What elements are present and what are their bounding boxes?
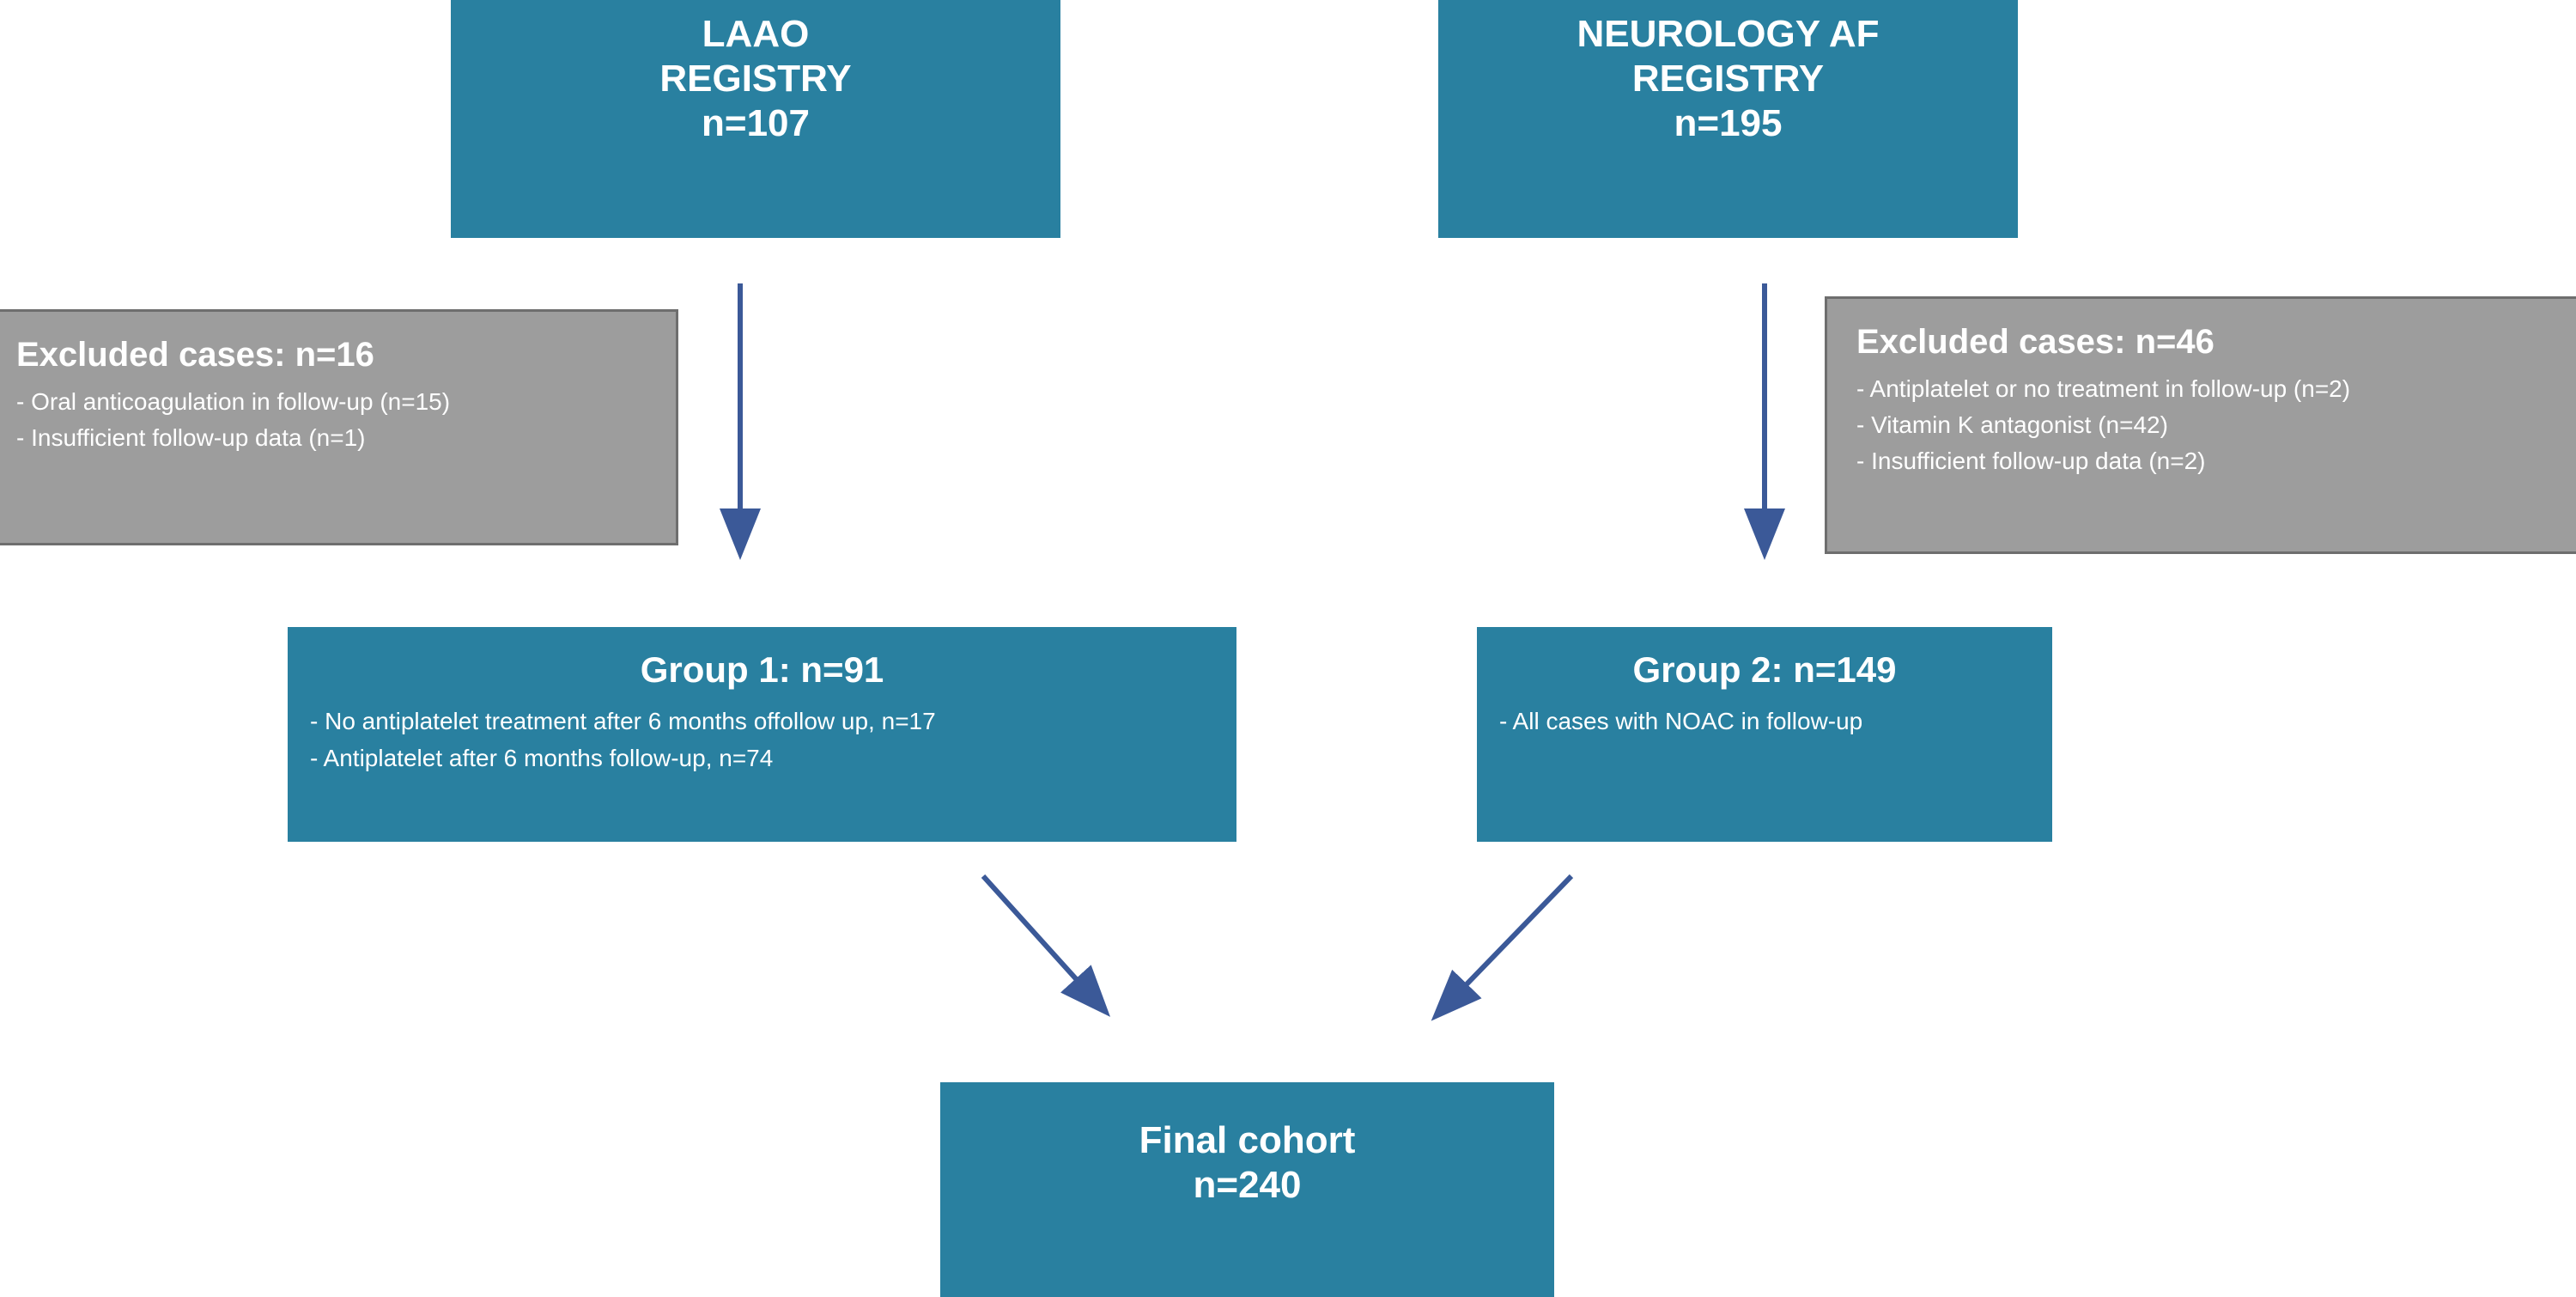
node-excluded-cases-right [1825,296,2576,554]
group-1-item-1: - No antiplatelet treatment after 6 months offollow up, n=17 [310,708,936,734]
final-cohort-label: Final cohort [1139,1119,1356,1161]
arrow-group2-to-final [1438,876,1571,1014]
excluded-right-item-2: - Vitamin K antagonist (n=42) [1856,411,2168,438]
excluded-right-title: Excluded cases: n=46 [1856,323,2215,361]
node-laao-registry [451,0,1060,238]
node-excluded-cases-left [0,309,678,545]
node-group-2 [1477,627,2052,842]
group-1-title: Group 1: n=91 [640,649,884,690]
excluded-left-item-2: - Insufficient follow-up data (n=1) [16,424,366,451]
arrow-group1-to-final [983,876,1103,1009]
group-2-item-1: - All cases with NOAC in follow-up [1499,708,1863,734]
group-2-title: Group 2: n=149 [1632,649,1897,690]
node-group-1 [288,627,1236,842]
excluded-right-item-1: - Antiplatelet or no treatment in follow-up (n=2) [1856,375,2351,402]
laao-registry-line1: LAAO [702,13,810,55]
excluded-right-item-3: - Insufficient follow-up data (n=2) [1856,448,2206,474]
neurology-registry-count: n=195 [1674,101,1783,144]
final-cohort-count: n=240 [1193,1163,1302,1206]
node-neurology-af-registry [1438,0,2018,238]
laao-registry-line2: REGISTRY [659,57,852,100]
excluded-left-title: Excluded cases: n=16 [16,336,374,374]
node-final-cohort [940,1082,1554,1297]
excluded-left-item-1: - Oral anticoagulation in follow-up (n=15) [16,388,451,415]
laao-registry-count: n=107 [702,101,810,144]
group-1-item-2: - Antiplatelet after 6 months follow-up, n=74 [310,745,774,772]
neurology-registry-line1: NEUROLOGY AF [1577,13,1880,55]
neurology-registry-line2: REGISTRY [1631,57,1825,100]
